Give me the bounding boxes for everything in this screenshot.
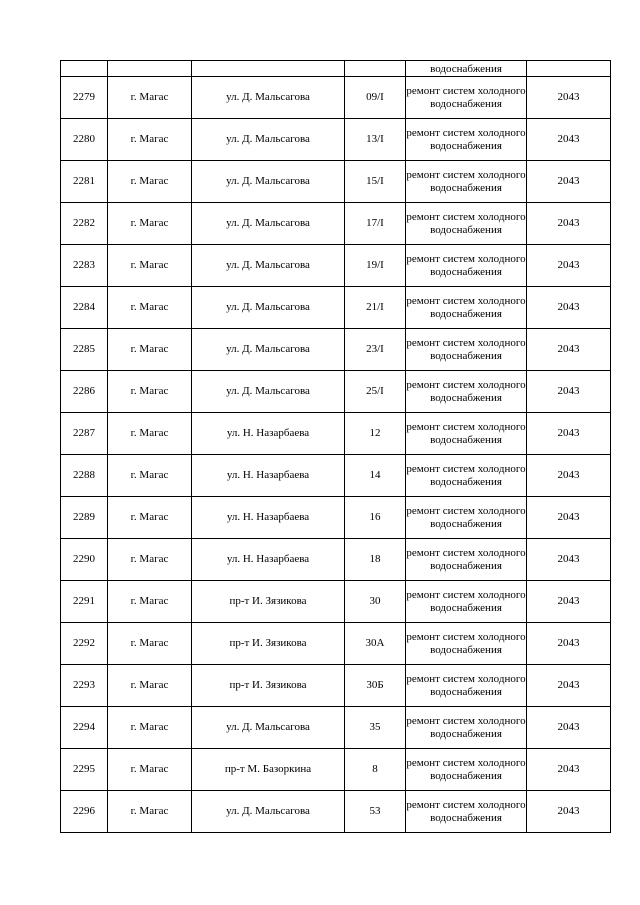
table-row	[61, 371, 611, 413]
cell-number: 2286	[61, 371, 108, 413]
cell-work-type: ремонт систем холодного водоснабжения	[406, 623, 527, 665]
cell-year: 2043	[527, 455, 611, 497]
repair-schedule-table	[60, 60, 611, 833]
cell-year: 2043	[527, 245, 611, 287]
cell-street: ул. Д. Мальсагова	[192, 287, 345, 329]
cell-number: 2279	[61, 77, 108, 119]
cell-number: 2291	[61, 581, 108, 623]
cell-city: г. Магас	[108, 455, 192, 497]
cell-city: г. Магас	[108, 119, 192, 161]
cell-city: г. Магас	[108, 581, 192, 623]
cell-city: г. Магас	[108, 245, 192, 287]
cell-house: 13/I	[345, 119, 406, 161]
cell-house: 15/I	[345, 161, 406, 203]
cell-house: 19/I	[345, 245, 406, 287]
cell-number: 2280	[61, 119, 108, 161]
cell-work-type: ремонт систем холодного водоснабжения	[406, 497, 527, 539]
cell-number: 2285	[61, 329, 108, 371]
cell-street: ул. Н. Назарбаева	[192, 539, 345, 581]
cell-city: г. Магас	[108, 287, 192, 329]
table-row	[61, 791, 611, 833]
cell-street: ул. Д. Мальсагова	[192, 371, 345, 413]
cell-city: г. Магас	[108, 203, 192, 245]
cell-number: 2282	[61, 203, 108, 245]
cell-street: ул. Д. Мальсагова	[192, 161, 345, 203]
cell-street: ул. Д. Мальсагова	[192, 77, 345, 119]
cell-house: 17/I	[345, 203, 406, 245]
table-row	[61, 497, 611, 539]
cell-year: 2043	[527, 707, 611, 749]
cell-house: 53	[345, 791, 406, 833]
cell-year: 2043	[527, 623, 611, 665]
cell-year: 2043	[527, 539, 611, 581]
cell-city: г. Магас	[108, 791, 192, 833]
cell-city: г. Магас	[108, 329, 192, 371]
cell-year	[527, 61, 611, 77]
table-row	[61, 413, 611, 455]
cell-street: ул. Д. Мальсагова	[192, 245, 345, 287]
cell-year: 2043	[527, 749, 611, 791]
cell-year: 2043	[527, 497, 611, 539]
cell-work-type: ремонт систем холодного водоснабжения	[406, 749, 527, 791]
cell-work-type: водоснабжения	[406, 61, 527, 77]
table-row	[61, 707, 611, 749]
cell-street: ул. Д. Мальсагова	[192, 203, 345, 245]
cell-city: г. Магас	[108, 539, 192, 581]
cell-house: 12	[345, 413, 406, 455]
cell-city	[108, 61, 192, 77]
table-row	[61, 455, 611, 497]
cell-work-type: ремонт систем холодного водоснабжения	[406, 455, 527, 497]
cell-house: 30	[345, 581, 406, 623]
cell-work-type: ремонт систем холодного водоснабжения	[406, 119, 527, 161]
continuation-row	[61, 61, 611, 77]
cell-city: г. Магас	[108, 161, 192, 203]
cell-house: 8	[345, 749, 406, 791]
table-row	[61, 161, 611, 203]
cell-year: 2043	[527, 791, 611, 833]
cell-house: 30Б	[345, 665, 406, 707]
cell-work-type: ремонт систем холодного водоснабжения	[406, 77, 527, 119]
cell-year: 2043	[527, 371, 611, 413]
table-row	[61, 539, 611, 581]
cell-house: 18	[345, 539, 406, 581]
cell-year: 2043	[527, 665, 611, 707]
cell-number	[61, 61, 108, 77]
cell-number: 2290	[61, 539, 108, 581]
cell-street: ул. Н. Назарбаева	[192, 497, 345, 539]
cell-house: 09/I	[345, 77, 406, 119]
table-row	[61, 245, 611, 287]
table-row	[61, 119, 611, 161]
cell-city: г. Магас	[108, 77, 192, 119]
cell-city: г. Магас	[108, 497, 192, 539]
cell-street: ул. Н. Назарбаева	[192, 455, 345, 497]
cell-year: 2043	[527, 77, 611, 119]
table-row	[61, 287, 611, 329]
table-row	[61, 203, 611, 245]
table-body	[61, 61, 611, 833]
cell-work-type: ремонт систем холодного водоснабжения	[406, 245, 527, 287]
cell-house: 21/I	[345, 287, 406, 329]
cell-house: 35	[345, 707, 406, 749]
cell-street: пр-т И. Зязикова	[192, 581, 345, 623]
cell-work-type: ремонт систем холодного водоснабжения	[406, 581, 527, 623]
cell-city: г. Магас	[108, 749, 192, 791]
cell-work-type: ремонт систем холодного водоснабжения	[406, 791, 527, 833]
table-row	[61, 623, 611, 665]
cell-work-type: ремонт систем холодного водоснабжения	[406, 539, 527, 581]
cell-year: 2043	[527, 581, 611, 623]
cell-city: г. Магас	[108, 413, 192, 455]
cell-street: ул. Д. Мальсагова	[192, 791, 345, 833]
cell-work-type: ремонт систем холодного водоснабжения	[406, 413, 527, 455]
cell-street: ул. Д. Мальсагова	[192, 707, 345, 749]
cell-number: 2292	[61, 623, 108, 665]
cell-house: 30А	[345, 623, 406, 665]
cell-street: ул. Д. Мальсагова	[192, 119, 345, 161]
cell-house: 25/I	[345, 371, 406, 413]
cell-year: 2043	[527, 203, 611, 245]
cell-work-type: ремонт систем холодного водоснабжения	[406, 287, 527, 329]
cell-work-type: ремонт систем холодного водоснабжения	[406, 665, 527, 707]
cell-street: пр-т М. Базоркина	[192, 749, 345, 791]
cell-number: 2287	[61, 413, 108, 455]
cell-work-type: ремонт систем холодного водоснабжения	[406, 329, 527, 371]
cell-number: 2281	[61, 161, 108, 203]
cell-work-type: ремонт систем холодного водоснабжения	[406, 161, 527, 203]
cell-number: 2294	[61, 707, 108, 749]
table-row	[61, 329, 611, 371]
table-row	[61, 749, 611, 791]
cell-house: 14	[345, 455, 406, 497]
cell-number: 2283	[61, 245, 108, 287]
cell-number: 2288	[61, 455, 108, 497]
cell-year: 2043	[527, 329, 611, 371]
cell-street: пр-т И. Зязикова	[192, 665, 345, 707]
table-row	[61, 665, 611, 707]
cell-year: 2043	[527, 161, 611, 203]
cell-work-type: ремонт систем холодного водоснабжения	[406, 707, 527, 749]
cell-year: 2043	[527, 287, 611, 329]
cell-house	[345, 61, 406, 77]
table-row	[61, 77, 611, 119]
cell-work-type: ремонт систем холодного водоснабжения	[406, 203, 527, 245]
cell-number: 2295	[61, 749, 108, 791]
cell-work-type: ремонт систем холодного водоснабжения	[406, 371, 527, 413]
cell-number: 2296	[61, 791, 108, 833]
cell-city: г. Магас	[108, 707, 192, 749]
cell-year: 2043	[527, 119, 611, 161]
cell-city: г. Магас	[108, 371, 192, 413]
table-row	[61, 581, 611, 623]
cell-city: г. Магас	[108, 623, 192, 665]
cell-house: 23/I	[345, 329, 406, 371]
cell-number: 2293	[61, 665, 108, 707]
cell-street: ул. Н. Назарбаева	[192, 413, 345, 455]
cell-street	[192, 61, 345, 77]
cell-city: г. Магас	[108, 665, 192, 707]
cell-year: 2043	[527, 413, 611, 455]
cell-street: пр-т И. Зязикова	[192, 623, 345, 665]
cell-number: 2289	[61, 497, 108, 539]
cell-house: 16	[345, 497, 406, 539]
cell-street: ул. Д. Мальсагова	[192, 329, 345, 371]
cell-number: 2284	[61, 287, 108, 329]
